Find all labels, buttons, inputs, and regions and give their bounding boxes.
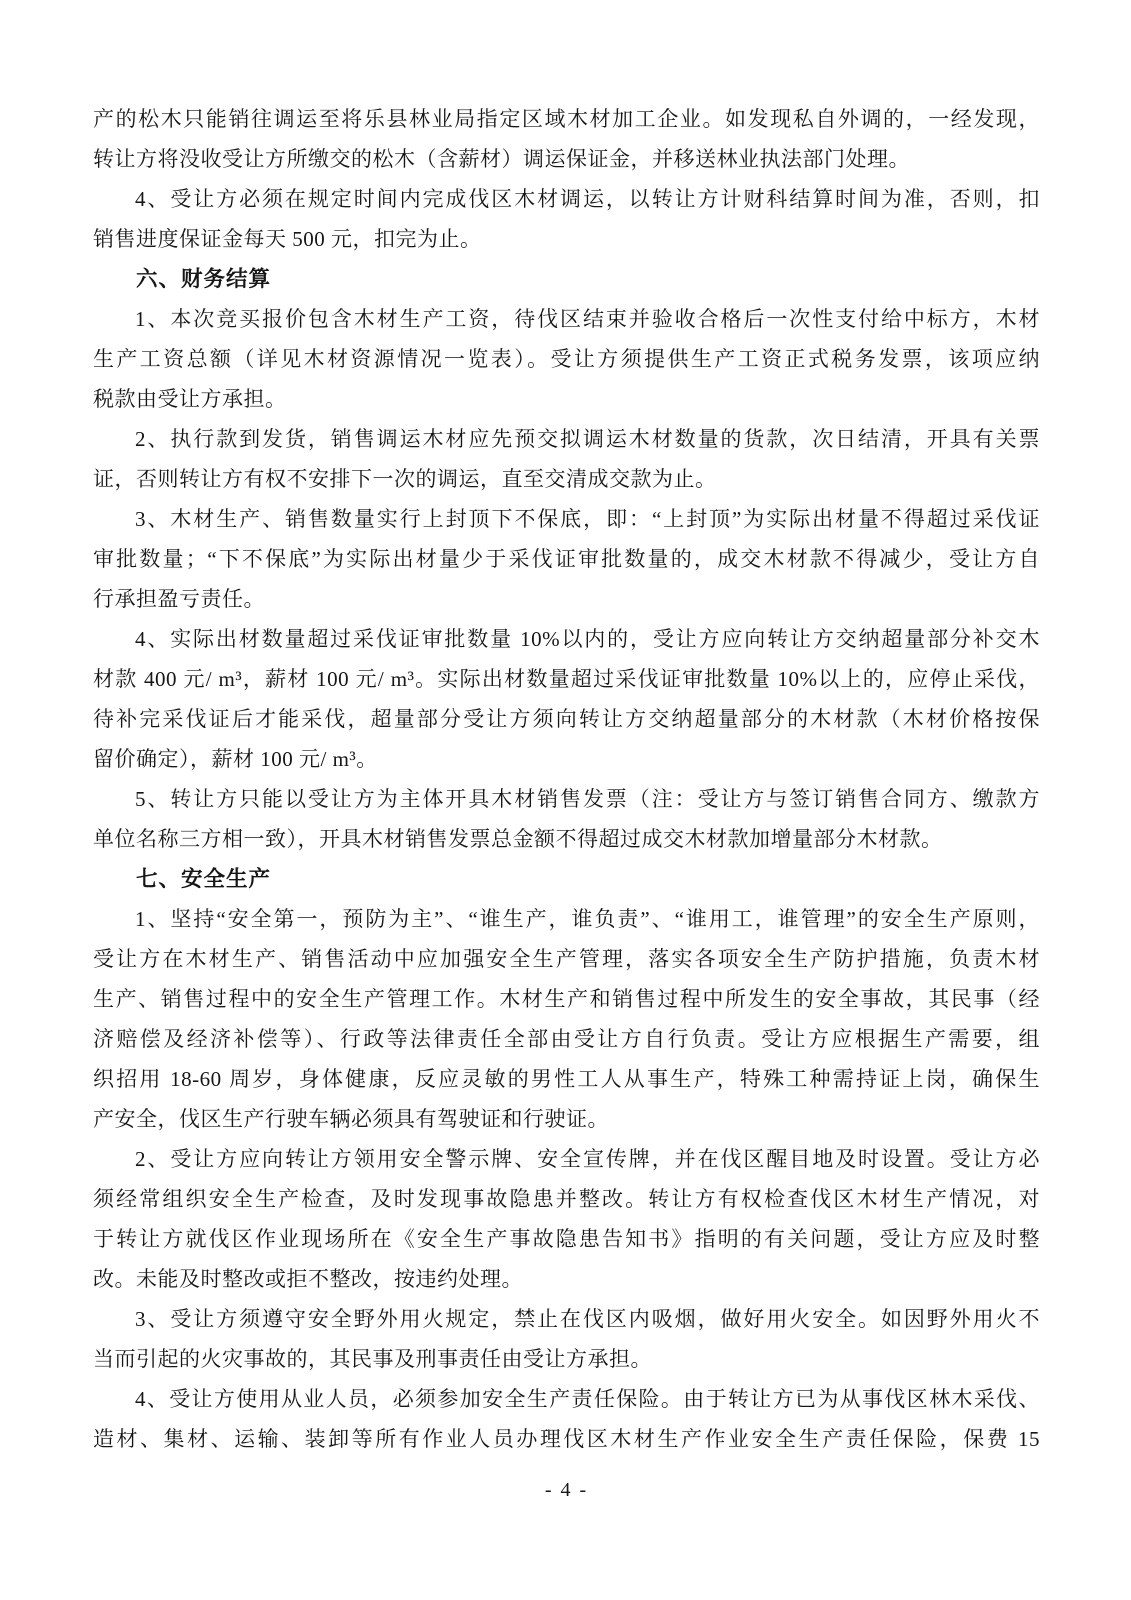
text-line: 单位名称三方相一致），开具木材销售发票总金额不得超过成交木材款加增量部分木材款。 (93, 827, 943, 851)
text-line: 造材、集材、运输、装卸等所有作业人员办理伐区木材生产作业安全生产责任保险，保费 15 (93, 1427, 1040, 1451)
text-line: 待补完采伐证后才能采伐，超量部分受让方须向转让方交纳超量部分的木材款（木材价格按保 (93, 707, 1040, 731)
text-line: 审批数量；“下不保底”为实际出材量少于采伐证审批数量的，成交木材款不得减少，受让方自 (93, 547, 1040, 571)
text-line: 3、受让方须遵守安全野外用火规定，禁止在伐区内吸烟，做好用火安全。如因野外用火不 (135, 1307, 1040, 1331)
section-heading: 七、安全生产 (136, 867, 272, 891)
text-line: 3、木材生产、销售数量实行上封顶下不保底，即：“上封顶”为实际出材量不得超过采伐证 (135, 507, 1040, 531)
text-line: 生产工资总额（详见木材资源情况一览表）。受让方须提供生产工资正式税务发票，该项应纳 (93, 347, 1040, 371)
text-line: 4、实际出材数量超过采伐证审批数量 10%以内的，受让方应向转让方交纳超量部分补交木 (135, 627, 1040, 651)
text-line: 材款 400 元/ m³，薪材 100 元/ m³。实际出材数量超过采伐证审批数量 10%以上的，应停止采伐， (93, 667, 1040, 691)
text-line: 转让方将没收受让方所缴交的松木（含薪材）调运保证金，并移送林业执法部门处理。 (93, 147, 910, 171)
text-line: 济赔偿及经济补偿等）、行政等法律责任全部由受让方自行负责。受让方应根据生产需要，组 (93, 1027, 1040, 1051)
text-line: 5、转让方只能以受让方为主体开具木材销售发票（注：受让方与签订销售合同方、缴款方 (135, 787, 1040, 811)
text-line: 1、坚持“安全第一，预防为主”、“谁生产，谁负责”、“谁用工，谁管理”的安全生产原则， (135, 907, 1040, 931)
text-line: 2、受让方应向转让方领用安全警示牌、安全宣传牌，并在伐区醒目地及时设置。受让方必 (135, 1147, 1040, 1171)
text-line: 织招用 18-60 周岁，身体健康，反应灵敏的男性工人从事生产，特殊工种需持证上岗，确保生 (93, 1067, 1040, 1091)
section-heading: 六、财务结算 (136, 267, 272, 291)
text-line: 销售进度保证金每天 500 元，扣完为止。 (93, 227, 482, 251)
text-line: 证，否则转让方有权不安排下一次的调运，直至交清成交款为止。 (93, 467, 717, 491)
text-line: 改。未能及时整改或拒不整改，按违约处理。 (93, 1267, 523, 1291)
document-body (93, 99, 1040, 1459)
text-line: 4、受让方使用从业人员，必须参加安全生产责任保险。由于转让方已为从事伐区林木采伐、 (135, 1387, 1040, 1411)
text-line: 税款由受让方承担。 (93, 387, 287, 411)
text-line: 行承担盈亏责任。 (93, 587, 265, 611)
text-line: 2、执行款到发货，销售调运木材应先预交拟调运木材数量的货款，次日结清，开具有关票 (135, 427, 1040, 451)
text-line: 于转让方就伐区作业现场所在《安全生产事故隐患告知书》指明的有关问题，受让方应及时整 (93, 1227, 1040, 1251)
text-line: 生产、销售过程中的安全生产管理工作。木材生产和销售过程中所发生的安全事故，其民事（经 (93, 987, 1040, 1011)
text-line: 受让方在木材生产、销售活动中应加强安全生产管理，落实各项安全生产防护措施，负责木材 (93, 947, 1040, 971)
text-line: 产的松木只能销往调运至将乐县林业局指定区域木材加工企业。如发现私自外调的，一经发现， (93, 107, 1040, 131)
text-line: 1、本次竞买报价包含木材生产工资，待伐区结束并验收合格后一次性支付给中标方，木材 (135, 307, 1040, 331)
text-line: 须经常组织安全生产检查，及时发现事故隐患并整改。转让方有权检查伐区木材生产情况，对 (93, 1187, 1040, 1211)
page-number: - 4 - (544, 1479, 589, 1501)
text-line: 4、受让方必须在规定时间内完成伐区木材调运，以转让方计财科结算时间为准，否则，扣 (135, 187, 1040, 211)
text-line: 当而引起的火灾事故的，其民事及刑事责任由受让方承担。 (93, 1347, 652, 1371)
text-line: 产安全，伐区生产行驶车辆必须具有驾驶证和行驶证。 (93, 1107, 609, 1131)
text-line: 留价确定），薪材 100 元/ m³。 (93, 747, 378, 771)
